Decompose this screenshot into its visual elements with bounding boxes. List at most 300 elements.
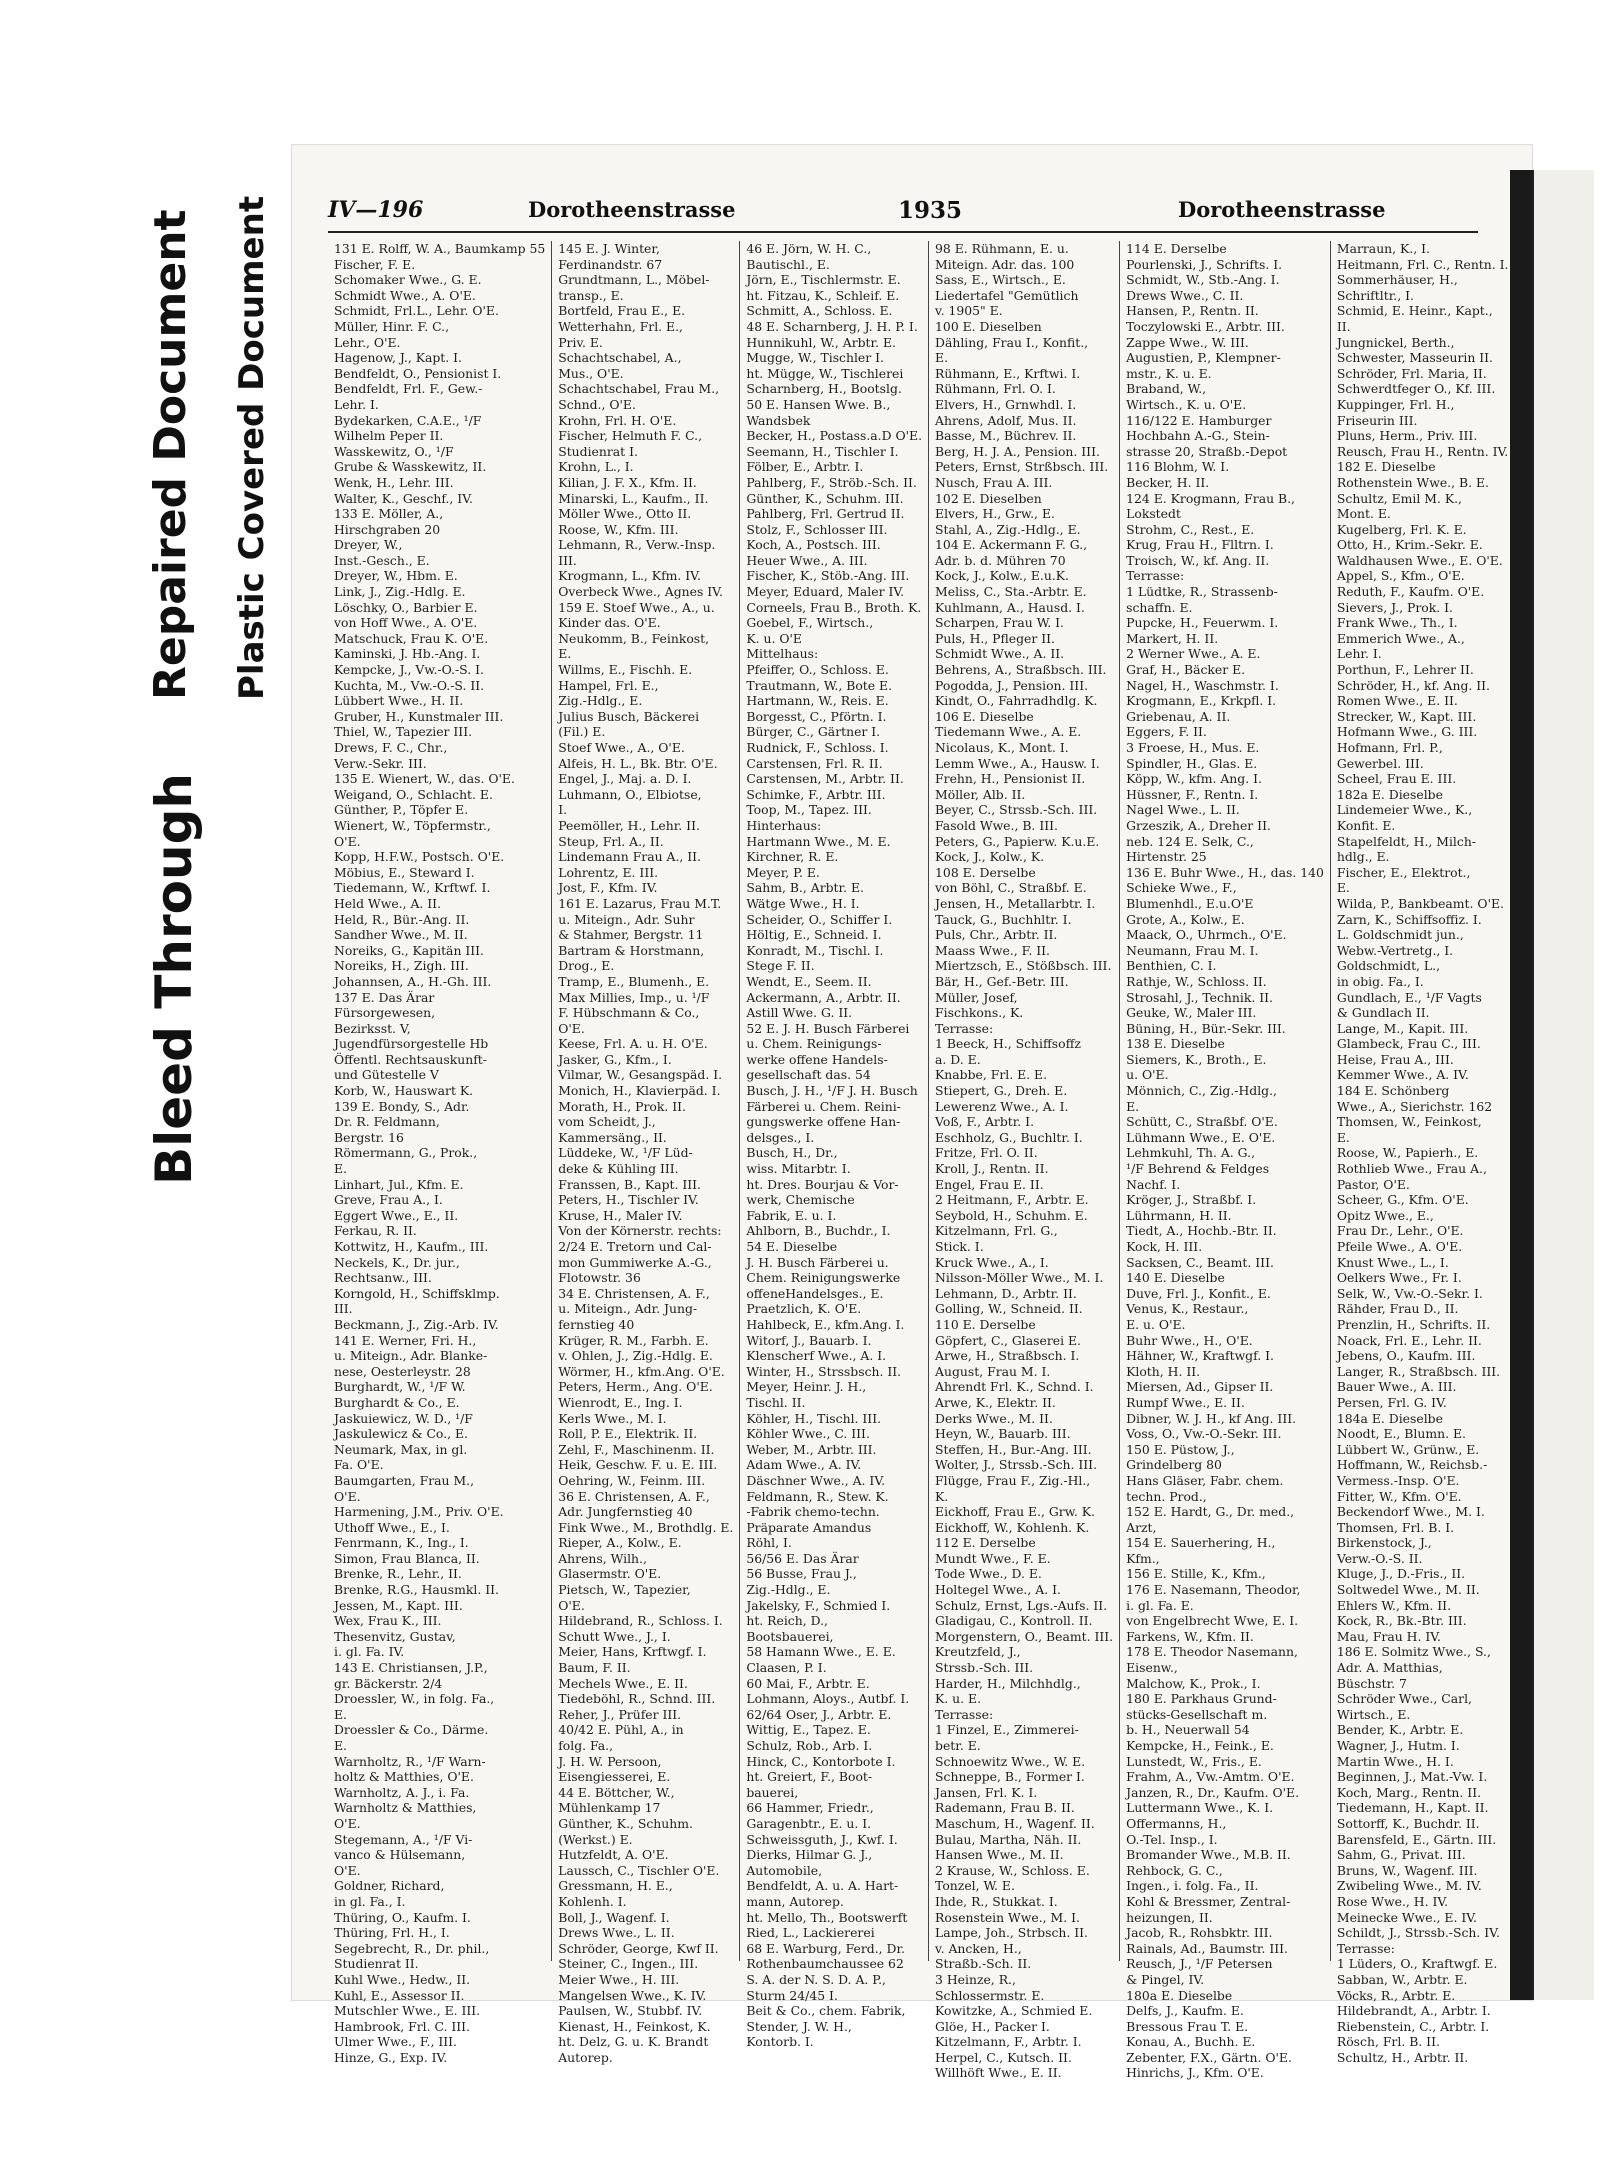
directory-entry: Maack, O., Uhrmch., O'E.: [1126, 927, 1287, 943]
directory-entry: Rothenbaumchaussee 62: [746, 1956, 904, 1972]
label-bleed-through: Bleed Through: [145, 773, 203, 1185]
directory-entry: Heuer Wwe., A. III.: [746, 552, 868, 568]
directory-entry: u. Chem. Reinigungs-: [746, 1036, 882, 1052]
directory-entry: von Engelbrecht Wwe, E. I.: [1126, 1613, 1299, 1629]
directory-entry: Linhart, Jul., Kfm. E.: [334, 1176, 464, 1192]
directory-entry: wiss. Mitarbtr. I.: [746, 1161, 851, 1177]
directory-entry: Gewerbel. III.: [1336, 755, 1424, 771]
directory-entry: Steiner, C., Ingen., III.: [558, 1956, 699, 1972]
directory-entry: Jessen, M., Kapt. III.: [334, 1597, 463, 1613]
directory-entry: Dibner, W. J. H., kf Ang. III.: [1126, 1410, 1297, 1426]
directory-entry: I.: [558, 802, 568, 818]
directory-entry: Hunnikuhl, W., Arbtr. E.: [746, 334, 896, 350]
directory-entry: Krohn, L., I.: [558, 459, 634, 475]
directory-entry: Hambrook, Frl. C. III.: [334, 2018, 471, 2034]
directory-entry: Vermess.-Insp. O'E.: [1336, 1472, 1460, 1488]
directory-entry: Rumpf Wwe., E. II.: [1126, 1394, 1245, 1410]
directory-entry: u. Miteign., Adr. Suhr: [558, 911, 695, 927]
directory-entry: Pourlenski, J., Schrifts. I.: [1126, 256, 1283, 272]
directory-entry: Kitzelmann, Frl. G.,: [935, 1223, 1058, 1239]
directory-entry: Troisch, W., kf. Ang. II.: [1126, 552, 1270, 568]
directory-entry: Tiedeböhl, R., Schnd. III.: [558, 1691, 716, 1707]
directory-entry: 159 E. Stoef Wwe., A., u.: [558, 599, 715, 615]
directory-entry: -Fabrik chemo-techn.: [746, 1504, 880, 1520]
directory-entry: Langer, R., Straßbsch. III.: [1336, 1363, 1501, 1379]
directory-entry: Ahrens, Adolf, Mus. II.: [935, 412, 1077, 428]
directory-entry: Kugelberg, Frl. K. E.: [1336, 521, 1467, 537]
directory-entry: Busch, J. H., ¹/F J. H. Busch: [746, 1083, 918, 1099]
directory-entry: Opitz Wwe., E.,: [1336, 1207, 1434, 1223]
directory-entry: hdlg., E.: [1336, 849, 1390, 865]
directory-entry: 116 Blohm, W. I.: [1126, 459, 1230, 475]
directory-entry: Rösch, Frl. B. II.: [1336, 2034, 1440, 2050]
directory-entry: Kfm.,: [1126, 1550, 1160, 1566]
directory-entry: Heise, Frau A., III.: [1336, 1051, 1454, 1067]
directory-entry: Fischer, F. E.: [334, 256, 416, 272]
directory-entry: Klenscherf Wwe., A. I.: [746, 1348, 887, 1364]
directory-entry: Thesenvitz, Gustav,: [334, 1628, 456, 1644]
directory-entry: Tischl. II.: [746, 1394, 806, 1410]
directory-entry: Büning, H., Bür.-Sekr. III.: [1126, 1020, 1286, 1036]
directory-entry: Schulz, Ernst, Lgs.-Aufs. II.: [935, 1597, 1108, 1613]
directory-entry: Luhmann, O., Elbiotse,: [558, 786, 702, 802]
directory-entry: Markert, H. II.: [1126, 630, 1219, 646]
directory-entry: K. u. O'E: [746, 630, 802, 646]
directory-entry: Kloth, H. II.: [1126, 1363, 1201, 1379]
directory-entry: Pogodda, J., Pension. III.: [935, 677, 1089, 693]
directory-entry: Peters, G., Papierw. K.u.E.: [935, 833, 1100, 849]
directory-entry: Golling, W., Schneid. II.: [935, 1301, 1083, 1317]
directory-entry: Spindler, H., Glas. E.: [1126, 755, 1258, 771]
directory-entry: Minarski, L., Kaufm., II.: [558, 490, 709, 506]
directory-entry: Schmitt, A., Schloss. E.: [746, 303, 893, 319]
directory-entry: 152 E. Hardt, G., Dr. med.,: [1126, 1504, 1295, 1520]
directory-entry: 98 E. Rühmann, E. u.: [935, 241, 1069, 256]
directory-entry: Monich, H., Klavierpäd. I.: [558, 1083, 721, 1099]
directory-entry: Kock, R., Bk.-Btr. III.: [1336, 1613, 1467, 1629]
directory-entry: Venus, K., Restaur.,: [1126, 1301, 1249, 1317]
directory-entry: & Pingel, IV.: [1126, 1971, 1205, 1987]
directory-entry: 56/56 E. Das Ärar: [746, 1550, 859, 1566]
directory-entry: Witorf, J., Bauarb. I.: [746, 1332, 872, 1348]
directory-entry: Müller, Josef,: [935, 989, 1018, 1005]
directory-entry: Zig.-Hdlg., E.: [746, 1582, 831, 1598]
directory-entry: Adr. Jungfernstieg 40: [558, 1504, 693, 1520]
directory-entry: b. H., Neuerwall 54: [1126, 1722, 1250, 1738]
directory-entry: Drews Wwe., L. II.: [558, 1925, 675, 1941]
directory-entry: Lemm Wwe., A., Hausw. I.: [935, 755, 1100, 771]
directory-entry: 1 Lüders, O., Kraftwgf. E.: [1336, 1956, 1498, 1972]
directory-entry: strasse 20, Straßb.-Depot: [1126, 443, 1288, 459]
directory-entry: Grzeszik, A., Dreher II.: [1126, 817, 1271, 833]
directory-entry: Adr. A. Matthias,: [1336, 1660, 1443, 1676]
directory-entry: Berg, H. J. A., Pension. III.: [935, 443, 1100, 459]
directory-entry: Griebenau, A. II.: [1126, 708, 1231, 724]
directory-entry: Droessler & Co., Därme.: [334, 1722, 489, 1738]
directory-entry: Feldmann, R., Stew. K.: [746, 1488, 889, 1504]
directory-entry: 1 Beeck, H., Schiffsoffz: [935, 1036, 1081, 1052]
page-edge-shadow: [1510, 170, 1532, 2000]
directory-entry: Schildt, J., Strssb.-Sch. IV.: [1336, 1925, 1500, 1941]
directory-entry: Studienrat II.: [334, 1956, 419, 1972]
directory-entry: Busch, H., Dr.,: [746, 1145, 838, 1161]
directory-entry: Scheider, O., Schiffer I.: [746, 911, 893, 927]
directory-entry: Frahm, A., Vw.-Amtm. O'E.: [1126, 1769, 1295, 1785]
directory-entry: Wienert, W., Töpfermstr.,: [334, 817, 491, 833]
directory-entry: 36 E. Christensen, A. F.,: [558, 1488, 710, 1504]
directory-entry: Dreyer, W., Hbm. E.: [334, 568, 458, 584]
directory-entry: Strosahl, J., Technik. II.: [1126, 989, 1273, 1005]
directory-entry: Schmidt Wwe., A. O'E.: [334, 287, 476, 303]
directory-entry: Jasker, G., Kfm., I.: [558, 1051, 672, 1067]
directory-entry: Schwerdtfeger O., Kf. III.: [1336, 381, 1496, 397]
directory-entry: Sievers, J., Prok. I.: [1336, 599, 1453, 615]
directory-entry: Schmidt Wwe., A. II.: [935, 646, 1065, 662]
directory-entry: in obig. Fa., I.: [1336, 973, 1424, 989]
directory-entry: Fasold Wwe., B. III.: [935, 817, 1058, 833]
directory-entry: Kindt, O., Fahrradhdlg. K.: [935, 693, 1098, 709]
directory-entry: Wex, Frau K., III.: [334, 1613, 442, 1629]
directory-entry: Sass, E., Wirtsch., E.: [935, 272, 1066, 288]
directory-entry: Pfeile Wwe., A. O'E.: [1336, 1239, 1463, 1254]
directory-entry: Koch, A., Postsch. III.: [746, 537, 881, 553]
directory-entry: Kienast, H., Feinkost, K.: [558, 2018, 711, 2034]
directory-entry: Held, R., Bür.-Ang. II.: [334, 911, 470, 927]
directory-entry: Adr. b. d. Mühren 70: [935, 552, 1066, 568]
directory-entry: mstr., K. u. E.: [1126, 365, 1212, 381]
directory-entry: Noreiks, H., Zigh. III.: [334, 958, 469, 974]
directory-entry: E.: [935, 350, 949, 366]
directory-entry: O'E.: [334, 1815, 361, 1831]
directory-entry: J. H. Busch Färberei u.: [746, 1254, 889, 1270]
directory-entry: betr. E.: [935, 1738, 981, 1753]
directory-entry: Greve, Frau A., I.: [334, 1192, 443, 1208]
directory-entry: 176 E. Nasemann, Theodor,: [1126, 1582, 1301, 1598]
directory-entry: Kluge, J., D.-Fris., II.: [1336, 1566, 1466, 1582]
directory-entry: Carstensen, M., Arbtr. II.: [746, 771, 904, 787]
directory-entry: Hochbahn A.-G., Stein-: [1126, 428, 1270, 444]
directory-entry: Stahl, A., Zig.-Hdlg., E.: [935, 521, 1081, 537]
directory-entry: Kitzelmann, F., Arbtr. I.: [935, 2034, 1082, 2050]
directory-entry: Wenk, H., Lehr. III.: [334, 474, 454, 490]
directory-entry: Lohrentz, E. III.: [558, 864, 659, 880]
directory-entry: 124 E. Krogmann, Frau B.,: [1126, 490, 1295, 506]
directory-entry: Hildebrand, R., Schloss. I.: [558, 1613, 723, 1629]
directory-entry: Stick. I.: [935, 1239, 984, 1254]
column-2: [552, 241, 740, 2065]
year: 1935: [898, 197, 963, 224]
directory-entry: 104 E. Ackermann F. G.,: [935, 537, 1088, 553]
directory-entry: gungswerke offene Han-: [746, 1114, 901, 1130]
directory-entry: Thüring, Frl. H., I.: [334, 1925, 450, 1941]
directory-entry: Wwe., A., Sierichstr. 162: [1336, 1098, 1493, 1114]
directory-entry: Stapelfeldt, H., Milch-: [1336, 833, 1476, 849]
directory-entry: Sacksen, C., Beamt. III.: [1126, 1254, 1274, 1270]
directory-entry: Automobile,: [746, 1862, 823, 1878]
directory-entry: Wittig, E., Tapez. E.: [746, 1722, 871, 1738]
directory-entry: Elvers, H., Grnwhdl. I.: [935, 396, 1077, 412]
column-1: [328, 241, 552, 2065]
directory-entry: Willms, E., Fischh. E.: [558, 662, 693, 678]
directory-entry: Hildebrandt, A., Arbtr. I.: [1336, 2003, 1491, 2019]
directory-entry: Vöcks, R., Arbtr. E.: [1336, 1987, 1456, 2003]
directory-entry: Goldschmidt, L.,: [1336, 958, 1441, 974]
directory-entry: a. D. E.: [935, 1051, 981, 1067]
directory-entry: Schröder, Frl. Maria, II.: [1336, 365, 1487, 381]
directory-entry: Zappe Wwe., W. III.: [1126, 334, 1249, 350]
directory-entry: 150 E. Püstow, J.,: [1126, 1441, 1235, 1457]
directory-entry: Bulau, Martha, Näh. II.: [935, 1831, 1082, 1847]
directory-entry: Schultz, Emil M. K.,: [1336, 490, 1462, 506]
directory-entry: Eggert Wwe., E., II.: [334, 1207, 459, 1223]
directory-entry: F. Hübschmann & Co.,: [558, 1005, 700, 1021]
directory-entry: 54 E. Dieselbe: [746, 1239, 838, 1254]
directory-entry: Herpel, C., Kutsch. II.: [935, 2049, 1072, 2065]
directory-entry: S. A. der N. S. D. A. P.,: [746, 1971, 886, 1987]
directory-entry: Link, J., Zig.-Hdlg. E.: [334, 584, 466, 600]
directory-entry: Warnholtz & Matthies,: [334, 1800, 477, 1816]
directory-entry: u. O'E.: [1126, 1067, 1169, 1083]
directory-entry: Gruber, H., Kunstmaler III.: [334, 708, 504, 724]
directory-entry: Lehr. I.: [1336, 646, 1382, 662]
directory-entry: Bendfeldt, A. u. A. Hart-: [746, 1878, 899, 1894]
directory-entry: Möbius, E., Steward I.: [334, 864, 475, 880]
directory-entry: Mönnich, C., Zig.-Hdlg.,: [1126, 1083, 1277, 1099]
directory-entry: Warnholtz, A. J., i. Fa.: [334, 1784, 470, 1800]
directory-entry: Konau, A., Buchh. E.: [1126, 2034, 1256, 2050]
directory-entry: Wirtsch., E.: [1336, 1706, 1411, 1722]
directory-entry: Schmidt, W., Stb.-Ang. I.: [1126, 272, 1280, 288]
directory-entry: E.: [1336, 1129, 1350, 1145]
directory-entry: Lehr., O'E.: [334, 334, 401, 350]
directory-entry: Schnoewitz Wwe., W. E.: [935, 1753, 1086, 1769]
directory-entry: Wendt, E., Seem. II.: [746, 973, 872, 989]
directory-entry: Weber, M., Arbtr. III.: [746, 1441, 877, 1457]
directory-entry: Studienrat I.: [558, 443, 638, 459]
directory-entry: Dierks, Hilmar G. J.,: [746, 1847, 873, 1863]
directory-entry: Appel, S., Kfm., O'E.: [1336, 568, 1465, 584]
directory-entry: Offermanns, H.,: [1126, 1815, 1227, 1831]
directory-entry: Jebens, O., Kaufm. III.: [1336, 1348, 1476, 1364]
directory-entry: Kopp, H.F.W., Postsch. O'E.: [334, 849, 505, 865]
directory-entry: Bezirksst. V,: [334, 1020, 411, 1036]
directory-entry: Uthoff Wwe., E., I.: [334, 1519, 450, 1535]
directory-entry: Wirtsch., K. u. O'E.: [1126, 396, 1247, 412]
directory-entry: August, Frau M. I.: [935, 1363, 1051, 1379]
directory-entry: Kilian, J. F. X., Kfm. II.: [558, 474, 697, 490]
directory-entry: Inst.-Gesch., E.: [334, 552, 430, 568]
directory-entry: Johannsen, A., H.-Gh. III.: [334, 973, 492, 989]
directory-entry: Jost, F., Kfm. IV.: [558, 880, 658, 896]
directory-entry: Von der Körnerstr. rechts:: [558, 1223, 722, 1239]
directory-entry: Peters, Herm., Ang. O'E.: [558, 1379, 713, 1395]
directory-entry: J. H. W. Persoon,: [558, 1753, 662, 1769]
directory-entry: Drews Wwe., C. II.: [1126, 287, 1244, 303]
directory-entry: Peemöller, H., Lehr. II.: [558, 817, 700, 833]
directory-entry: Meyer, Eduard, Maler IV.: [746, 584, 905, 600]
directory-entry: Ferdinandstr. 67: [558, 256, 663, 272]
directory-entry: Hähner, W., Kraftwgf. I.: [1126, 1348, 1274, 1364]
directory-entry: Burghardt, W., ¹/F W.: [334, 1379, 466, 1395]
directory-entry: Schulz, Rob., Arb. I.: [746, 1738, 873, 1753]
directory-entry: Blumenhdl., E.u.O'E: [1126, 895, 1254, 911]
directory-entry: E.: [1126, 1098, 1140, 1114]
directory-entry: Kerls Wwe., M. I.: [558, 1410, 667, 1426]
directory-entry: Goebel, F., Wirtsch.,: [746, 615, 874, 631]
directory-entry: Liedertafel "Gemütlich: [935, 287, 1079, 303]
directory-entry: Luttermann Wwe., K. I.: [1126, 1800, 1274, 1816]
directory-entry: werk, Chemische: [746, 1192, 855, 1208]
directory-entry: Stiepert, G., Dreh. E.: [935, 1083, 1068, 1099]
directory-entry: Kammersäng., II.: [558, 1129, 667, 1145]
directory-entry: Kuhl, E., Assessor II.: [334, 1987, 465, 2003]
directory-entry: Kock, J., Kolw., K.: [935, 849, 1045, 865]
directory-entry: Müller, Hinr. F. C.,: [334, 318, 450, 334]
directory-entry: Mutschler Wwe., E. III.: [334, 2003, 481, 2019]
directory-entry: Eisenw.,: [1126, 1660, 1178, 1676]
directory-entry: 140 E. Dieselbe: [1126, 1270, 1225, 1286]
directory-entry: Noack, Frl. E., Lehr. II.: [1336, 1332, 1482, 1348]
directory-entry: Weigand, O., Schlacht. E.: [334, 786, 493, 802]
directory-entry: Krogmann, L., Kfm. IV.: [558, 568, 701, 584]
directory-entry: Kirchner, R. E.: [746, 849, 839, 865]
directory-entry: E.: [558, 646, 572, 662]
directory-entry: 102 E. Dieselben: [935, 490, 1042, 506]
directory-entry: Sottorff, K., Buchdr. II.: [1336, 1815, 1480, 1831]
directory-entry: Wätge Wwe., H. I.: [746, 895, 860, 911]
directory-entry: Thiel, W., Tapezier III.: [334, 724, 473, 740]
directory-entry: Toczylowski E., Arbtr. III.: [1126, 318, 1285, 334]
directory-entry: Adam Wwe., A. IV.: [746, 1457, 862, 1473]
directory-entry: Korb, W., Hauswart K.: [334, 1083, 474, 1099]
directory-entry: Hofmann, Frl. P.,: [1336, 740, 1443, 755]
directory-entry: Rothlieb Wwe., Frau A.,: [1336, 1161, 1487, 1177]
directory-entry: Droessler, W., in folg. Fa.,: [334, 1691, 495, 1707]
directory-entry: Nachf. I.: [1126, 1176, 1181, 1192]
directory-entry: Grube & Wasskewitz, II.: [334, 459, 487, 475]
directory-entry: Frau Dr., Lehr., O'E.: [1336, 1223, 1464, 1239]
directory-entry: Dr. R. Feldmann,: [334, 1114, 440, 1130]
directory-entry: Knust Wwe., L., I.: [1336, 1254, 1449, 1270]
directory-entry: Meyer, Heinr. J. H.,: [746, 1379, 867, 1395]
directory-entry: ht. Dres. Bourjau & Vor-: [746, 1176, 899, 1192]
directory-entry: Strecker, W., Kapt. III.: [1336, 708, 1477, 724]
directory-entry: Rechtsanw., III.: [334, 1270, 432, 1286]
directory-entry: Terrasse:: [1336, 1940, 1395, 1956]
street-name-right: Dorotheenstrasse: [1178, 197, 1386, 222]
directory-entry: Kinder das. O'E.: [558, 615, 661, 631]
directory-entry: bauerei,: [746, 1784, 799, 1800]
directory-entry: 114 E. Derselbe: [1126, 241, 1227, 256]
directory-entry: O'E.: [334, 1862, 361, 1878]
directory-entry: Büschstr. 7: [1336, 1675, 1407, 1691]
directory-entry: ht. Mügge, W., Tischlerei: [746, 365, 904, 381]
directory-entry: heizungen, II.: [1126, 1909, 1213, 1925]
directory-entry: Hutzfeldt, A. O'E.: [558, 1847, 669, 1863]
directory-entry: Mittelhaus:: [746, 646, 819, 662]
directory-entry: E.: [334, 1738, 347, 1753]
directory-entry: 100 E. Dieselben: [935, 318, 1042, 334]
directory-entry: Friseurin III.: [1336, 412, 1418, 428]
directory-entry: Hinrichs, J., Kfm. O'E.: [1126, 2065, 1264, 2081]
directory-entry: Oelkers Wwe., Fr. I.: [1336, 1270, 1462, 1286]
column-6: [1331, 241, 1515, 2065]
directory-entry: Stolz, F., Schlosser III.: [746, 521, 888, 537]
directory-entry: Glöe, H., Packer I.: [935, 2018, 1050, 2034]
directory-entry: und Gütestelle V: [334, 1067, 439, 1083]
directory-entry: Max Millies, Imp., u. ¹/F: [558, 989, 710, 1005]
directory-entry: 110 E. Derselbe: [935, 1316, 1036, 1332]
directory-entry: Pfeiffer, O., Schloss. E.: [746, 662, 889, 678]
directory-entry: v. Ohlen, J., Zig.-Hdlg. E.: [558, 1348, 713, 1364]
directory-entry: Scharpen, Frau W. I.: [935, 615, 1064, 631]
directory-entry: Voß, F., Arbtr. I.: [935, 1114, 1035, 1130]
directory-entry: Rose Wwe., H. IV.: [1336, 1893, 1449, 1909]
directory-entry: Sahm, B., Arbtr. E.: [746, 880, 864, 896]
directory-entry: Reusch, Frau H., Rentn. IV.: [1336, 443, 1509, 459]
directory-entry: schaffn. E.: [1126, 599, 1193, 615]
directory-entry: Scharnberg, H., Bootslg.: [746, 381, 902, 397]
directory-entry: Fischer, E., Elektrot.,: [1336, 864, 1471, 880]
directory-entry: Farkens, W., Kfm. II.: [1126, 1628, 1254, 1644]
directory-entry: Zwibeling Wwe., M. IV.: [1336, 1878, 1482, 1894]
directory-entry: Boll, J., Wagenf. I.: [558, 1909, 670, 1925]
directory-entry: Kempcke, J., Vw.-O.-S. I.: [334, 662, 484, 678]
directory-entry: Kruse, H., Maler IV.: [558, 1207, 683, 1223]
directory-entry: Gladigau, C., Kontroll. II.: [935, 1613, 1093, 1629]
directory-entry: Tiedemann, H., Kapt. II.: [1336, 1800, 1489, 1816]
directory-entry: II.: [1336, 318, 1351, 334]
directory-entry: 156 E. Stille, K., Kfm.,: [1126, 1566, 1266, 1582]
directory-entry: Krohn, Frl. H. O'E.: [558, 412, 677, 428]
directory-entry: Lehr. I.: [334, 396, 379, 412]
directory-entry: Gundlach, E., ¹/F Vagts: [1336, 989, 1482, 1005]
directory-entry: Bautischl., E.: [746, 256, 830, 272]
directory-entry: 46 E. Jörn, W. H. C.,: [746, 241, 872, 256]
directory-entry: Schultz, H., Arbtr. II.: [1336, 2049, 1469, 2065]
directory-entry: 131 E. Rolff, W. A., Baumkamp 55: [334, 241, 546, 256]
directory-entry: Dreyer, W.,: [334, 537, 403, 553]
directory-entry: Fritze, Frl. O. II.: [935, 1145, 1038, 1161]
directory-entry: Beit & Co., chem. Fabrik,: [746, 2003, 906, 2019]
directory-entry: Rademann, Frau B. II.: [935, 1800, 1075, 1816]
directory-entry: Koch, Marg., Rentn. II.: [1336, 1784, 1482, 1800]
directory-entry: Reusch, J., ¹/F Petersen: [1126, 1956, 1273, 1972]
directory-entry: Bürger, C., Gärtner I.: [746, 724, 881, 740]
directory-entry: Sahm, G., Privat. III.: [1336, 1847, 1466, 1863]
directory-entry: Sandher Wwe., M. II.: [334, 927, 468, 943]
directory-entry: Schachtschabel, Frau M.,: [558, 381, 720, 397]
directory-entry: 112 E. Derselbe: [935, 1535, 1036, 1551]
directory-entry: Ahrens, Wilh.,: [558, 1550, 647, 1566]
directory-entry: Fenrmann, K., Ing., I.: [334, 1535, 469, 1551]
directory-entry: Laussch, C., Tischler O'E.: [558, 1862, 720, 1878]
directory-entry: Heyn, W., Bauarb. III.: [935, 1426, 1071, 1442]
directory-entry: Thüring, O., Kaufm. I.: [334, 1909, 471, 1925]
directory-entry: Schnd., O'E.: [558, 396, 636, 412]
directory-entry: Segebrecht, R., Dr. phil.,: [334, 1940, 490, 1956]
directory-entry: 3 Heinze, R.,: [935, 1971, 1016, 1987]
directory-entry: Baum, F. II.: [558, 1660, 631, 1676]
directory-entry: Vilmar, W., Gesangspäd. I.: [558, 1067, 723, 1083]
directory-entry: Sabban, W., Arbtr. E.: [1336, 1971, 1468, 1987]
directory-entry: Knabbe, Frl. E. E.: [935, 1067, 1048, 1083]
directory-entry: Fink Wwe., M., Brothdlg. E.: [558, 1519, 734, 1535]
directory-entry: Frank Wwe., Th., I.: [1336, 615, 1458, 631]
directory-entry: K. u. E.: [935, 1691, 982, 1707]
directory-entry: Pietsch, W., Tapezier,: [558, 1582, 691, 1598]
directory-entry: Göpfert, C., Glaserei E.: [935, 1332, 1081, 1348]
